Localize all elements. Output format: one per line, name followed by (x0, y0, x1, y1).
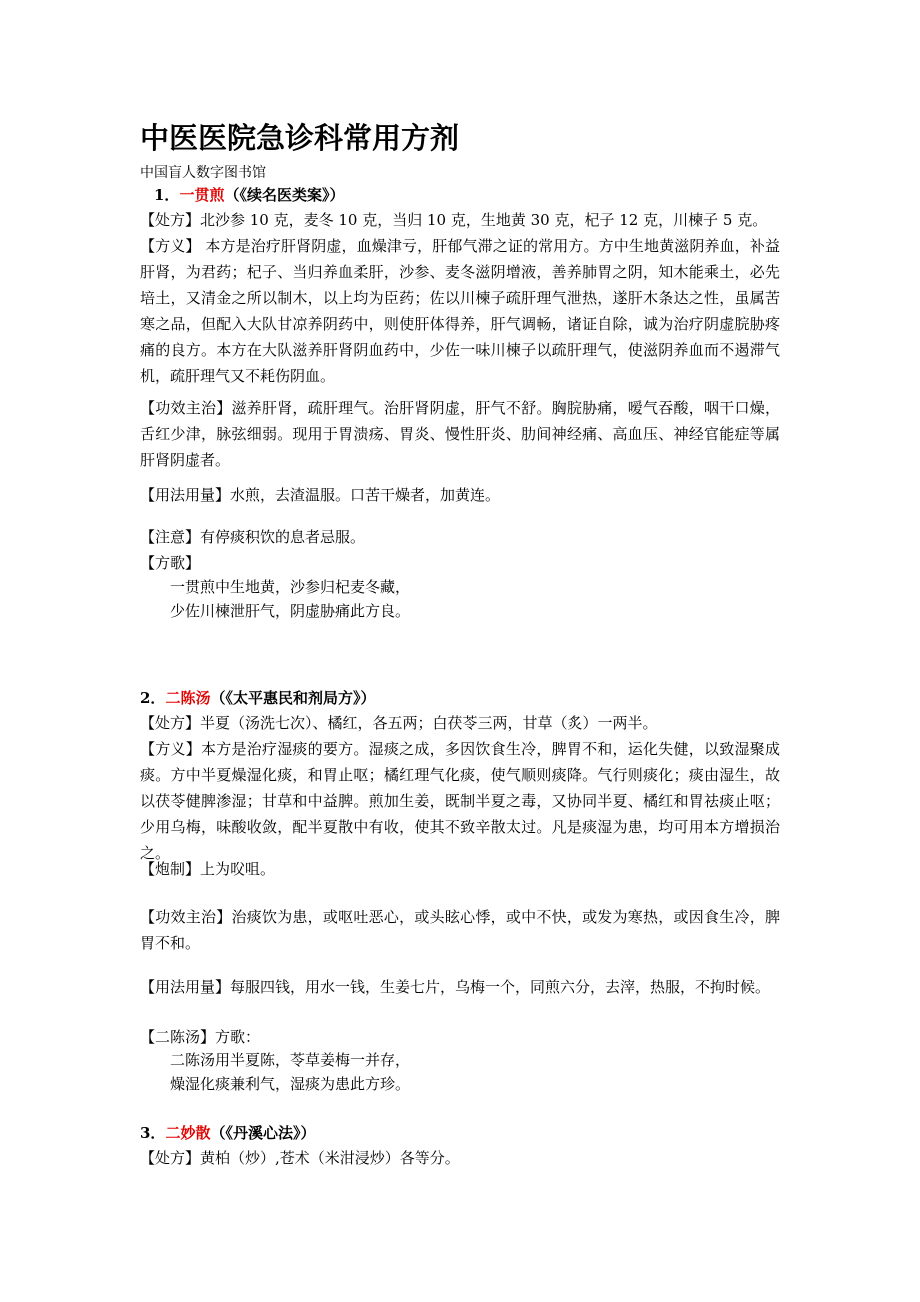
section-1-song-line-1: 一贯煎中生地黄，沙参归杞麦冬藏， (170, 578, 411, 596)
formula-name: 一贯煎 (179, 186, 225, 204)
section-2-song-line-1: 二陈汤用半夏陈，苓草姜梅一并存， (170, 1051, 411, 1069)
section-1-caution: 【注意】有停痰积饮的息者忌服。 (140, 528, 366, 546)
section-2-heading (140, 687, 375, 708)
section-1-formula: 【处方】北沙参 10 克，麦冬 10 克，当归 10 克，生地黄 30 克，杞子 12 克，川楝子 5 克。 (140, 211, 768, 229)
section-1-heading (154, 184, 344, 205)
section-1-meaning: 【方义】 本方是治疗肝肾阴虚，血燥津亏，肝郁气滞之证的常用方。方中生地黄滋阴养血，补益肝肾，为君药；杞子、当归养血柔肝，沙参、麦冬滋阴增液，善养肺胃之阴，知木能乘土，必先培土，又清金之所以制木，以上均为臣药；佐以川楝子疏肝理气泄热，遂肝木条达之性，虽属苦寒之品，但配入大队甘凉养阴药中，则使肝体得养，肝气调畅，诸证自除，诚为治疗阴虚脘胁疼痛的良方。本方在大队滋养肝肾阴血药中，少佐一味川楝子以疏肝理气，使滋阴养血而不遏滞气机，疏肝理气又不耗伤阴血。 (140, 237, 780, 385)
section-1-usage: 【用法用量】水煎，去渣温服。口苦干燥者，加黄连。 (140, 486, 501, 504)
page-title: 中医医院急诊科常用方剂 (140, 121, 460, 155)
page-subtitle: 中国盲人数字图书馆 (140, 165, 266, 181)
section-1-song-line-2: 少佐川楝泄肝气，阴虚胁痛此方良。 (170, 602, 411, 620)
section-number: 2． (140, 689, 166, 707)
section-number: 1． (154, 186, 180, 204)
section-2-usage: 【用法用量】每服四钱，用水一钱，生姜七片，乌梅一个，同煎六分，去滓，热服，不拘时候。 (140, 978, 771, 996)
formula-source: （《续名医类案》） (224, 186, 345, 204)
section-1-effect: 【功效主治】滋养肝肾，疏肝理气。治肝肾阴虚，肝气不舒。胸脘胁痛，嗳气吞酸，咽干口燥，舌红少津，脉弦细弱。现用于胃溃疡、胃炎、慢性肝炎、肋间神经痛、高血压、神经官能症等属肝肾阴虚者。 (140, 399, 780, 469)
formula-source: （《太平惠民和剂局方》） (210, 689, 376, 707)
formula-name: 二妙散 (165, 1124, 211, 1142)
section-2-formula: 【处方】半夏（汤洗七次）、橘红，各五两；白茯苓三两，甘草（炙）一两半。 (140, 714, 658, 732)
section-2-effect: 【功效主治】治痰饮为患，或呕吐恶心，或头眩心悸，或中不快，或发为寒热，或因食生冷，脾胃不和。 (140, 908, 780, 952)
section-2-song-label: 【二陈汤】方歌： (140, 1028, 261, 1046)
section-2-processing: 【炮制】上为㕮咀。 (140, 860, 276, 878)
section-1-song-label: 【方歌】 (140, 554, 201, 572)
section-number: 3． (140, 1124, 166, 1142)
formula-name: 二陈汤 (165, 689, 211, 707)
formula-source: （《丹溪心法》） (210, 1124, 316, 1142)
section-3-heading (140, 1122, 315, 1143)
section-2-song-line-2: 燥湿化痰兼利气，湿痰为患此方珍。 (170, 1075, 411, 1093)
section-2-meaning: 【方义】本方是治疗湿痰的要方。湿痰之成，多因饮食生冷，脾胃不和，运化失健，以致湿聚成痰。方中半夏燥湿化痰，和胃止呕；橘红理气化痰，使气顺则痰降。气行则痰化；痰由湿生，故以茯苓健脾渗湿；甘草和中益脾。煎加生姜，既制半夏之毒，又协同半夏、橘红和胃祛痰止呕；少用乌梅，味酸收敛，配半夏散中有收，使其不致辛散太过。凡是痰湿为患，均可用本方增损治之。 (140, 740, 780, 862)
section-3-formula: 【处方】黄柏（炒）,苍术（米泔浸炒）各等分。 (140, 1149, 460, 1167)
